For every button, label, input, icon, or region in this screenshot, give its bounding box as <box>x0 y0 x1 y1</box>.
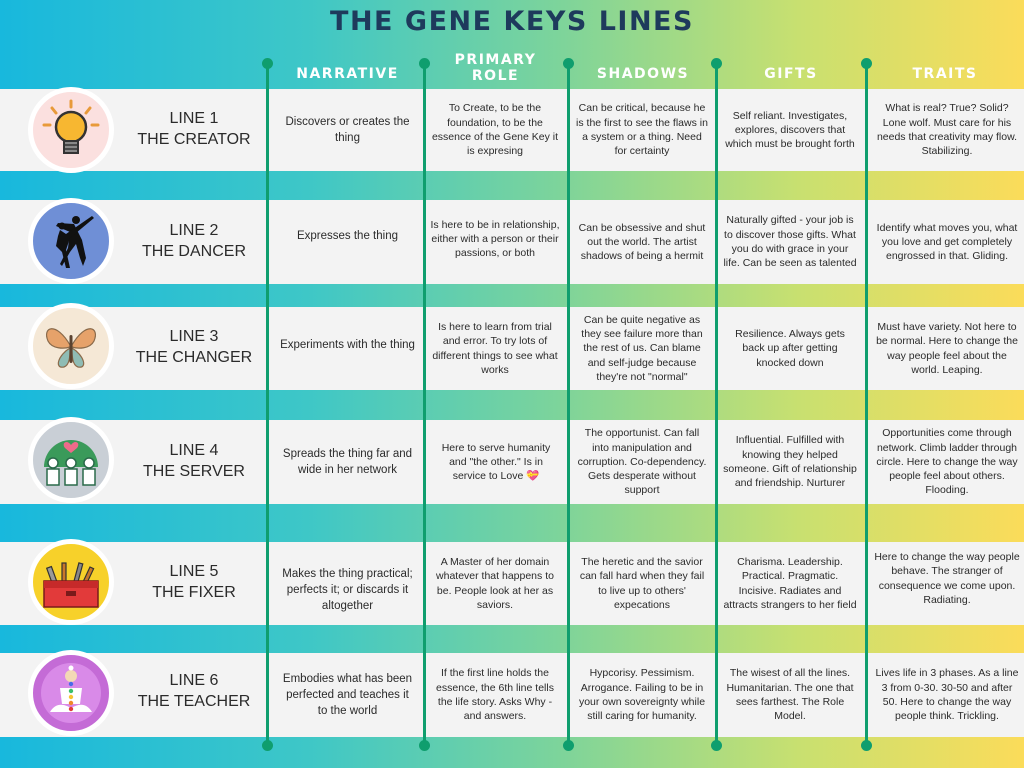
line-number: LINE 1 <box>169 110 219 127</box>
column-header-gifts: GIFTS <box>764 66 818 82</box>
divider-dot <box>419 740 430 751</box>
line-name: THE SERVER <box>143 463 245 480</box>
role-cell: If the first line holds the essence, the 6th line tells the life story. Asks Why - and answers. <box>436 667 554 723</box>
column-header-primary-role <box>428 52 563 84</box>
divider-dot <box>563 740 574 751</box>
page-title: THE GENE KEYS LINES <box>330 6 694 37</box>
line-label <box>130 561 258 603</box>
divider-dot <box>861 58 872 69</box>
line-label <box>130 220 258 262</box>
toolbox-icon <box>28 539 114 625</box>
column-divider <box>423 62 426 746</box>
role-cell: Is here to be in relationship, either with a person or their passions, or both <box>430 218 560 260</box>
column-header-primary-role-line2: ROLE <box>471 68 520 84</box>
narrative-cell: Discovers or creates the thing <box>285 116 410 144</box>
meditation-icon <box>28 650 114 736</box>
narrative-cell: Experiments with the thing <box>280 339 415 351</box>
shadows-cell: Hypcorisy. Pessimism. Arrogance. Failing to be in your own sovereignty while still caring for humanity. <box>578 667 706 723</box>
gifts-cell: Resilience. Always gets back up after getting knocked down <box>735 328 845 369</box>
shadows-cell: The heretic and the savior can fall hard when they fail to live up to others' expecations <box>579 555 705 611</box>
shadows-cell: Can be quite negative as they see failure more than the rest of us. Can blame and self-judge because they're not "normal" <box>581 313 703 383</box>
gifts-cell: Self reliant. Investigates, explores, discovers that which must be brought forth <box>725 109 855 151</box>
divider-dot <box>563 58 574 69</box>
column-divider <box>266 62 269 746</box>
line-label <box>130 326 258 368</box>
column-header-narrative: NARRATIVE <box>296 66 399 82</box>
gifts-cell: Naturally gifted - your job is to discover those gifts. What you do with grace in your life. Can be seen as talented <box>723 214 857 270</box>
role-cell: A Master of her domain whatever that happens to be. People look at her as saviors. <box>436 555 554 611</box>
divider-dot <box>861 740 872 751</box>
shadows-cell: Can be critical, because he is the first to see the flaws in a system or a thing. Need for certainty <box>576 102 708 158</box>
gifts-cell: Charisma. Leadership. Practical. Pragmatic. Incisive. Radiates and attracts strangers to her field <box>723 555 857 611</box>
line-label <box>130 108 258 150</box>
divider-dot <box>262 58 273 69</box>
traits-cell: Identify what moves you, what you love and get completely engrossed in that. Gliding. <box>876 221 1018 263</box>
line-name: THE TEACHER <box>137 693 251 710</box>
column-divider <box>865 62 868 746</box>
traits-cell: Opportunities come through network. Climb ladder through circle. Here to change the way people feel about others. Flooding. <box>876 427 1018 497</box>
narrative-cell: Expresses the thing <box>296 230 398 242</box>
column-divider <box>715 62 718 746</box>
column-divider <box>567 62 570 746</box>
role-cell: Here to serve humanity and "the other." Is in service to Love 💝 <box>441 441 551 483</box>
gifts-cell: The wisest of all the lines. Humanitarian. The one that sees farthest. The Role Model. <box>726 667 854 723</box>
narrative-cell: Embodies what has been perfected and teaches it to the world <box>282 673 413 717</box>
lightbulb-icon <box>28 87 114 173</box>
role-cell: To Create, to be the foundation, to be the essence of the Gene Key it is expresing <box>431 102 559 158</box>
shadows-cell: The opportunist. Can fall into manipulation and corruption. Co-dependency. Gets desperate without support <box>577 427 707 497</box>
divider-dot <box>711 58 722 69</box>
line-name: THE FIXER <box>152 584 236 601</box>
dancers-icon <box>28 198 114 284</box>
shadows-cell: Can be obsessive and shut out the world. The artist shadows of being a hermit <box>578 221 706 263</box>
line-name: THE CREATOR <box>137 131 251 148</box>
column-header-traits: TRAITS <box>912 66 978 82</box>
line-label <box>130 440 258 482</box>
line-number: LINE 5 <box>169 563 219 580</box>
role-cell: Is here to learn from trial and error. To try lots of different things to see what works <box>432 320 558 376</box>
butterfly-icon <box>28 303 114 389</box>
community-icon <box>28 417 114 503</box>
narrative-cell: Makes the thing practical; perfects it; or discards it altogether <box>282 567 413 612</box>
line-number: LINE 4 <box>169 442 219 459</box>
line-number: LINE 2 <box>169 222 219 239</box>
line-name: THE DANCER <box>141 243 246 260</box>
line-label <box>130 670 258 712</box>
line-number: LINE 3 <box>169 328 219 345</box>
gifts-cell: Influential. Fulfilled with knowing they helped someone. Gift of relationship and friendship. Nurturer <box>723 434 857 490</box>
traits-cell: Here to change the way people behave. The stranger of consequence we come upon. Radiating. <box>874 550 1020 606</box>
column-header-shadows: SHADOWS <box>596 66 690 82</box>
traits-cell: Must have variety. Not here to be normal. Here to change the way people feel about the world. Leaping. <box>876 320 1018 376</box>
traits-cell: What is real? True? Solid? Lone wolf. Must care for his needs that creativity may flow. Stabilizing. <box>876 102 1018 158</box>
divider-dot <box>419 58 430 69</box>
line-number: LINE 6 <box>169 672 219 689</box>
divider-dot <box>711 740 722 751</box>
line-name: THE CHANGER <box>135 349 253 366</box>
traits-cell: Lives life in 3 phases. As a line 3 from 0-30. 30-50 and after 50. Here to change the way people think. Trickling. <box>875 667 1019 723</box>
narrative-cell: Spreads the thing far and wide in her network <box>282 448 413 476</box>
divider-dot <box>262 740 273 751</box>
column-header-primary-role-line1: PRIMARY <box>454 52 537 68</box>
